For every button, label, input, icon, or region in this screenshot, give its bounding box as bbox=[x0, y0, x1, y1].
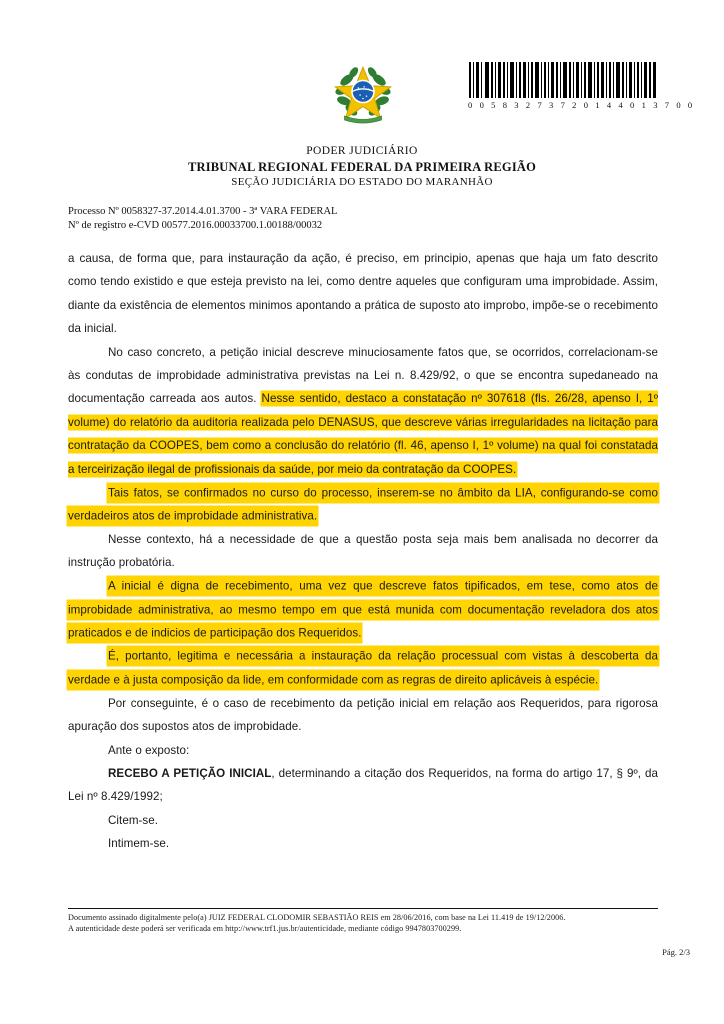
paragraph-9-decision bbox=[68, 762, 658, 809]
paragraph-6-highlight: É, portanto, legitima e necessária a instauração da relação processual com vistas à descoberta da verdade e à justa composição da lide, em conformidade com as regras de direito aplicáveis à espécie. bbox=[68, 647, 658, 688]
document-header bbox=[0, 0, 724, 140]
paragraph-2-plain: No caso concreto, a petição inicial descreve minuciosamente fatos que, se ocorridos, correlacionam-se às condutas de improbidade administrativa previstas na Lei n. 8.429/92, o que se encontra supedaneado na documentação carreada aos autos. bbox=[68, 345, 658, 406]
barcode-block bbox=[468, 62, 695, 110]
court-heading-line-3: SEÇÃO JUDICIÁRIA DO ESTADO DO MARANHÃO bbox=[231, 176, 493, 188]
paragraph-10-citem-se: Citem-se. bbox=[108, 813, 159, 827]
paragraph-3 bbox=[68, 481, 658, 528]
decision-keyword: RECEBO A PETIÇÃO INICIAL bbox=[108, 766, 272, 780]
paragraph-2-highlight: Nesse sentido, destaco a constatação nº 307618 (fls. 26/28, apenso I, 1º volume) do relatório da auditoria realizada pelo DENASUS, que descreve várias irregularidades na licitação para contratação da COOPES, bem como a conclusão do relatório (fl. 46, apenso I, 1º volume) na qual foi constatada a terceirização ilegal de profissionais da saúde, por meio da contratação da COOPES. bbox=[68, 392, 659, 476]
court-heading-line-1: PODER JUDICIÁRIO bbox=[306, 145, 418, 157]
footer-divider bbox=[68, 908, 658, 909]
signature-footer bbox=[68, 912, 668, 934]
brasao-republica-icon bbox=[334, 62, 392, 128]
page-number: Pág. 2/3 bbox=[662, 947, 690, 957]
footer-line-1: Documento assinado digitalmente pelo(a) JUIZ FEDERAL CLODOMIR SEBASTIÃO REIS em 28/06/2016, com base na Lei 11.419 de 19/12/2006. bbox=[68, 913, 566, 922]
registry-number-line: Nº de registro e-CVD 00577.2016.00033700.1.00188/00032 bbox=[68, 220, 323, 231]
process-number-line: Processo Nº 0058327-37.2014.4.01.3700 - 3ª VARA FEDERAL bbox=[68, 206, 338, 217]
case-identification bbox=[68, 205, 337, 233]
paragraph-6 bbox=[68, 645, 658, 692]
barcode-image bbox=[468, 62, 658, 98]
paragraph-1: a causa, de forma que, para instauração da ação, é preciso, em principio, apenas que haja um fato descrito como tendo existido e que esteja previsto na lei, como dentre aqueles que configuram uma improbidade. Assim, diante da existência de elementos minimos apontando a prática de suposto ato improbo, impõe-se o recebimento da inicial. bbox=[68, 252, 658, 336]
document-body bbox=[68, 247, 658, 856]
footer-line-2: A autenticidade deste poderá ser verificada em http://www.trf1.jus.br/autenticidade, mediante código 9947803700299. bbox=[68, 924, 462, 933]
decision-rest: , determinando a citação dos Requeridos, na forma do artigo 17, § 9º, da Lei nº 8.429/1992; bbox=[68, 766, 658, 804]
barcode-digits: 0 0 5 8 3 2 7 3 7 2 0 1 4 4 0 1 3 7 0 0 bbox=[468, 100, 695, 110]
paragraph-7: Por conseguinte, é o caso de recebimento da petição inicial em relação aos Requeridos, para rigorosa apuração dos supostos atos de improbidade. bbox=[68, 696, 658, 734]
paragraph-4: Nesse contexto, há a necessidade de que a questão posta seja mais bem analisada no decorrer da instrução probatória. bbox=[68, 532, 658, 570]
court-heading bbox=[0, 144, 724, 190]
court-heading-line-2: TRIBUNAL REGIONAL FEDERAL DA PRIMEIRA REGIÃO bbox=[187, 160, 537, 174]
paragraph-8-ante-o-exposto: Ante o exposto: bbox=[108, 743, 190, 757]
paragraph-11-intimem-se: Intimem-se. bbox=[108, 837, 170, 851]
paragraph-2 bbox=[68, 341, 658, 481]
paragraph-5 bbox=[68, 575, 658, 645]
paragraph-3-highlight: Tais fatos, se confirmados no curso do processo, inserem-se no âmbito da LIA, configurando-se como verdadeiros atos de improbidade administrativa. bbox=[68, 484, 658, 525]
paragraph-5-highlight: A inicial é digna de recebimento, uma vez que descreve fatos tipificados, em tese, como atos de improbidade administrativa, ao mesmo tempo em que está munida com documentação reveladora dos atos praticados e de indicios de participação dos Requeridos. bbox=[68, 577, 658, 642]
